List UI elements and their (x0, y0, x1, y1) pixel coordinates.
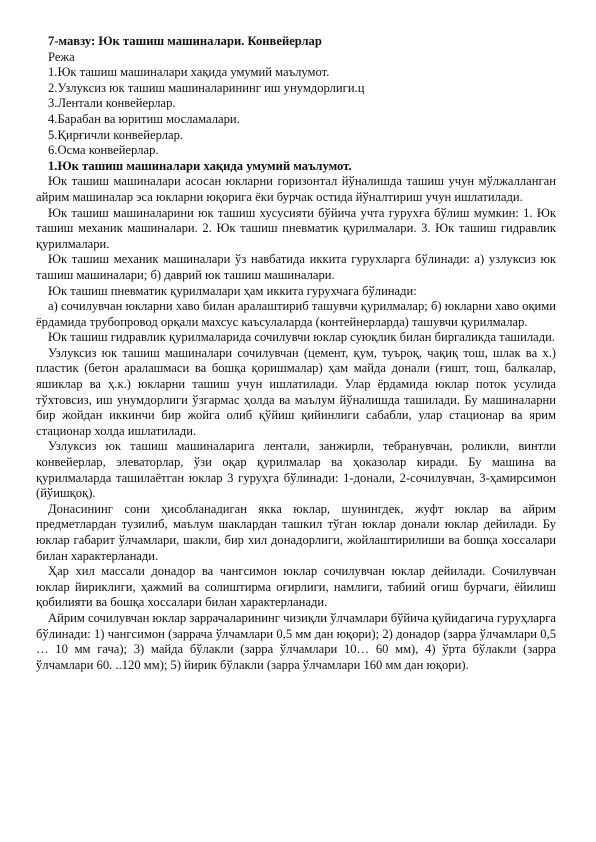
paragraph: Айрим сочилувчан юклар заррачаларининг чизиқли ўлчамлари бўйича қуйидагича гуруҳларга бўлинади: 1) чангсимон (заррача ўлчамлари 0,5 мм дан юқори); 2) донадор (зарра ўлчамлари 0,5 … 10 мм гача); 3) майда бўлакли (зарра ўлчамлари 10… 60 мм), 4) ўрта бўлакли (зарра ўлчамлари 60. ..120 мм); 5) йирик бўлакли (зарра ўлчамлари 160 мм дан юқори). (36, 610, 556, 672)
paragraph: Узлуксиз юк ташиш машиналарига лентали, занжирли, тебранувчан, роликли, винтли конвейерлар, элеваторлар, ўзи оқар қурилмалар ва ҳоказолар киради. Бу машина ва қурилмаларда ташилаётган юклар 3 гуруҳга бўлинади: 1-донали, 2-сочилувчан, 3-ҳамирсимон (йўишқоқ). (36, 439, 556, 501)
plan-item: 2.Узлуксиз юк ташиш машиналарининг иш унумдорлиги.ц (48, 80, 365, 95)
plan-item: 6.Осма конвейерлар. (48, 143, 159, 158)
plan-list (36, 65, 556, 159)
paragraph: Юк ташиш машиналари асосан юкларни горизонтал йўналишда ташиш учун мўлжалланган айрим машиналар эса юкларни юқорига ёки бурчак остида йўналтириш учун ишлатилади. (36, 174, 556, 204)
paragraph: Юк ташиш пневматик қурилмалари ҳам иккита гурухчага бўлинади: (48, 283, 417, 298)
plan-label: Режа (48, 49, 75, 64)
paragraph: Юк ташиш механик машиналари ўз навбатида иккита гурухларга бўлинади: а) узлуксиз юк ташиш машиналари; б) даврий юк ташиш машиналари. (36, 252, 556, 282)
body-text (36, 174, 556, 673)
plan-item: 1.Юк ташиш машиналари хақида умумий маълумот. (48, 65, 330, 80)
paragraph: а) сочилувчан юкларни хаво билан аралаштириб ташувчи қурилмалар; б) юкларни хаво оқими ёрдамида трубопровод орқали махсус каъсулаларда (контейнерларда) ташувчи қурилмалар. (36, 299, 556, 329)
paragraph: Юк ташиш машиналарини юк ташиш хусусияти бўйича учта гурухға бўлиш мумкин: 1. Юк ташиш механик машиналари. 2. Юк ташиш пневматик қурилмалари. 3. Юк ташиш гидравлик қурилмалари. (36, 205, 556, 251)
plan-item: 3.Лентали конвейерлар. (48, 96, 176, 111)
paragraph: Ҳар хил массали донадор ва чангсимон юклар сочилувчан юклар дейилади. Сочилувчан юклар йириклиги, ҳажмий ва солиштирма оғирлиги, намлиги, табиий оғиш бурчаги, ёйилиш қобилияти ва бошқа хоссалари билан характерланади. (36, 564, 556, 610)
plan-item: 5.Қирғичли конвейерлар. (48, 127, 184, 142)
document-title: 7-мавзу: Юк ташиш машиналари. Конвейерлар (48, 34, 322, 48)
section-heading: 1.Юк ташиш машиналари хақида умумий маълумот. (48, 158, 352, 173)
paragraph: Юк ташиш гидравлик қурилмаларида сочилувчи юклар суюқлик билан биргаликда ташилади. (48, 330, 556, 345)
plan-item: 4.Барабан ва юритиш мосламалари. (48, 111, 240, 126)
paragraph: Узлуксиз юк ташиш машиналари сочилувчан (цемент, қум, туърoқ, чақиқ тош, шлак ва х.) пластик (бетон аралашмаси ва бошқа қоришмалар) ҳам майда донали (ғишт, тош, балкалар, яшиклар ва ҳ.к.) юкларни ташиш учун ишлатилади. Улар ёрдамида юклар поток усулида тўхтовсиз, иш унумдорлиги ўзгармас ҳолда ва маълум йўналишда ташилади. Бу машиналарни бир жойдан иккинчи бир жойга олиб қўйиш қийинлиги сабабли, улар стационар ва ярим стационар холда ишлатилади. (36, 345, 556, 438)
paragraph: Донасининг сони ҳисобланадиган якка юклар, шунингдек, жуфт юклар ва айрим предметлардан тузилиб, маълум шаклардан ташкил тўган юклар донали юклар дейилади. Бу юклар габарит ўлчамлари, шакли, бир хил донадорлиги, жойлаштирилиши ва бошқа хоссалари билан характерланади. (36, 501, 556, 563)
